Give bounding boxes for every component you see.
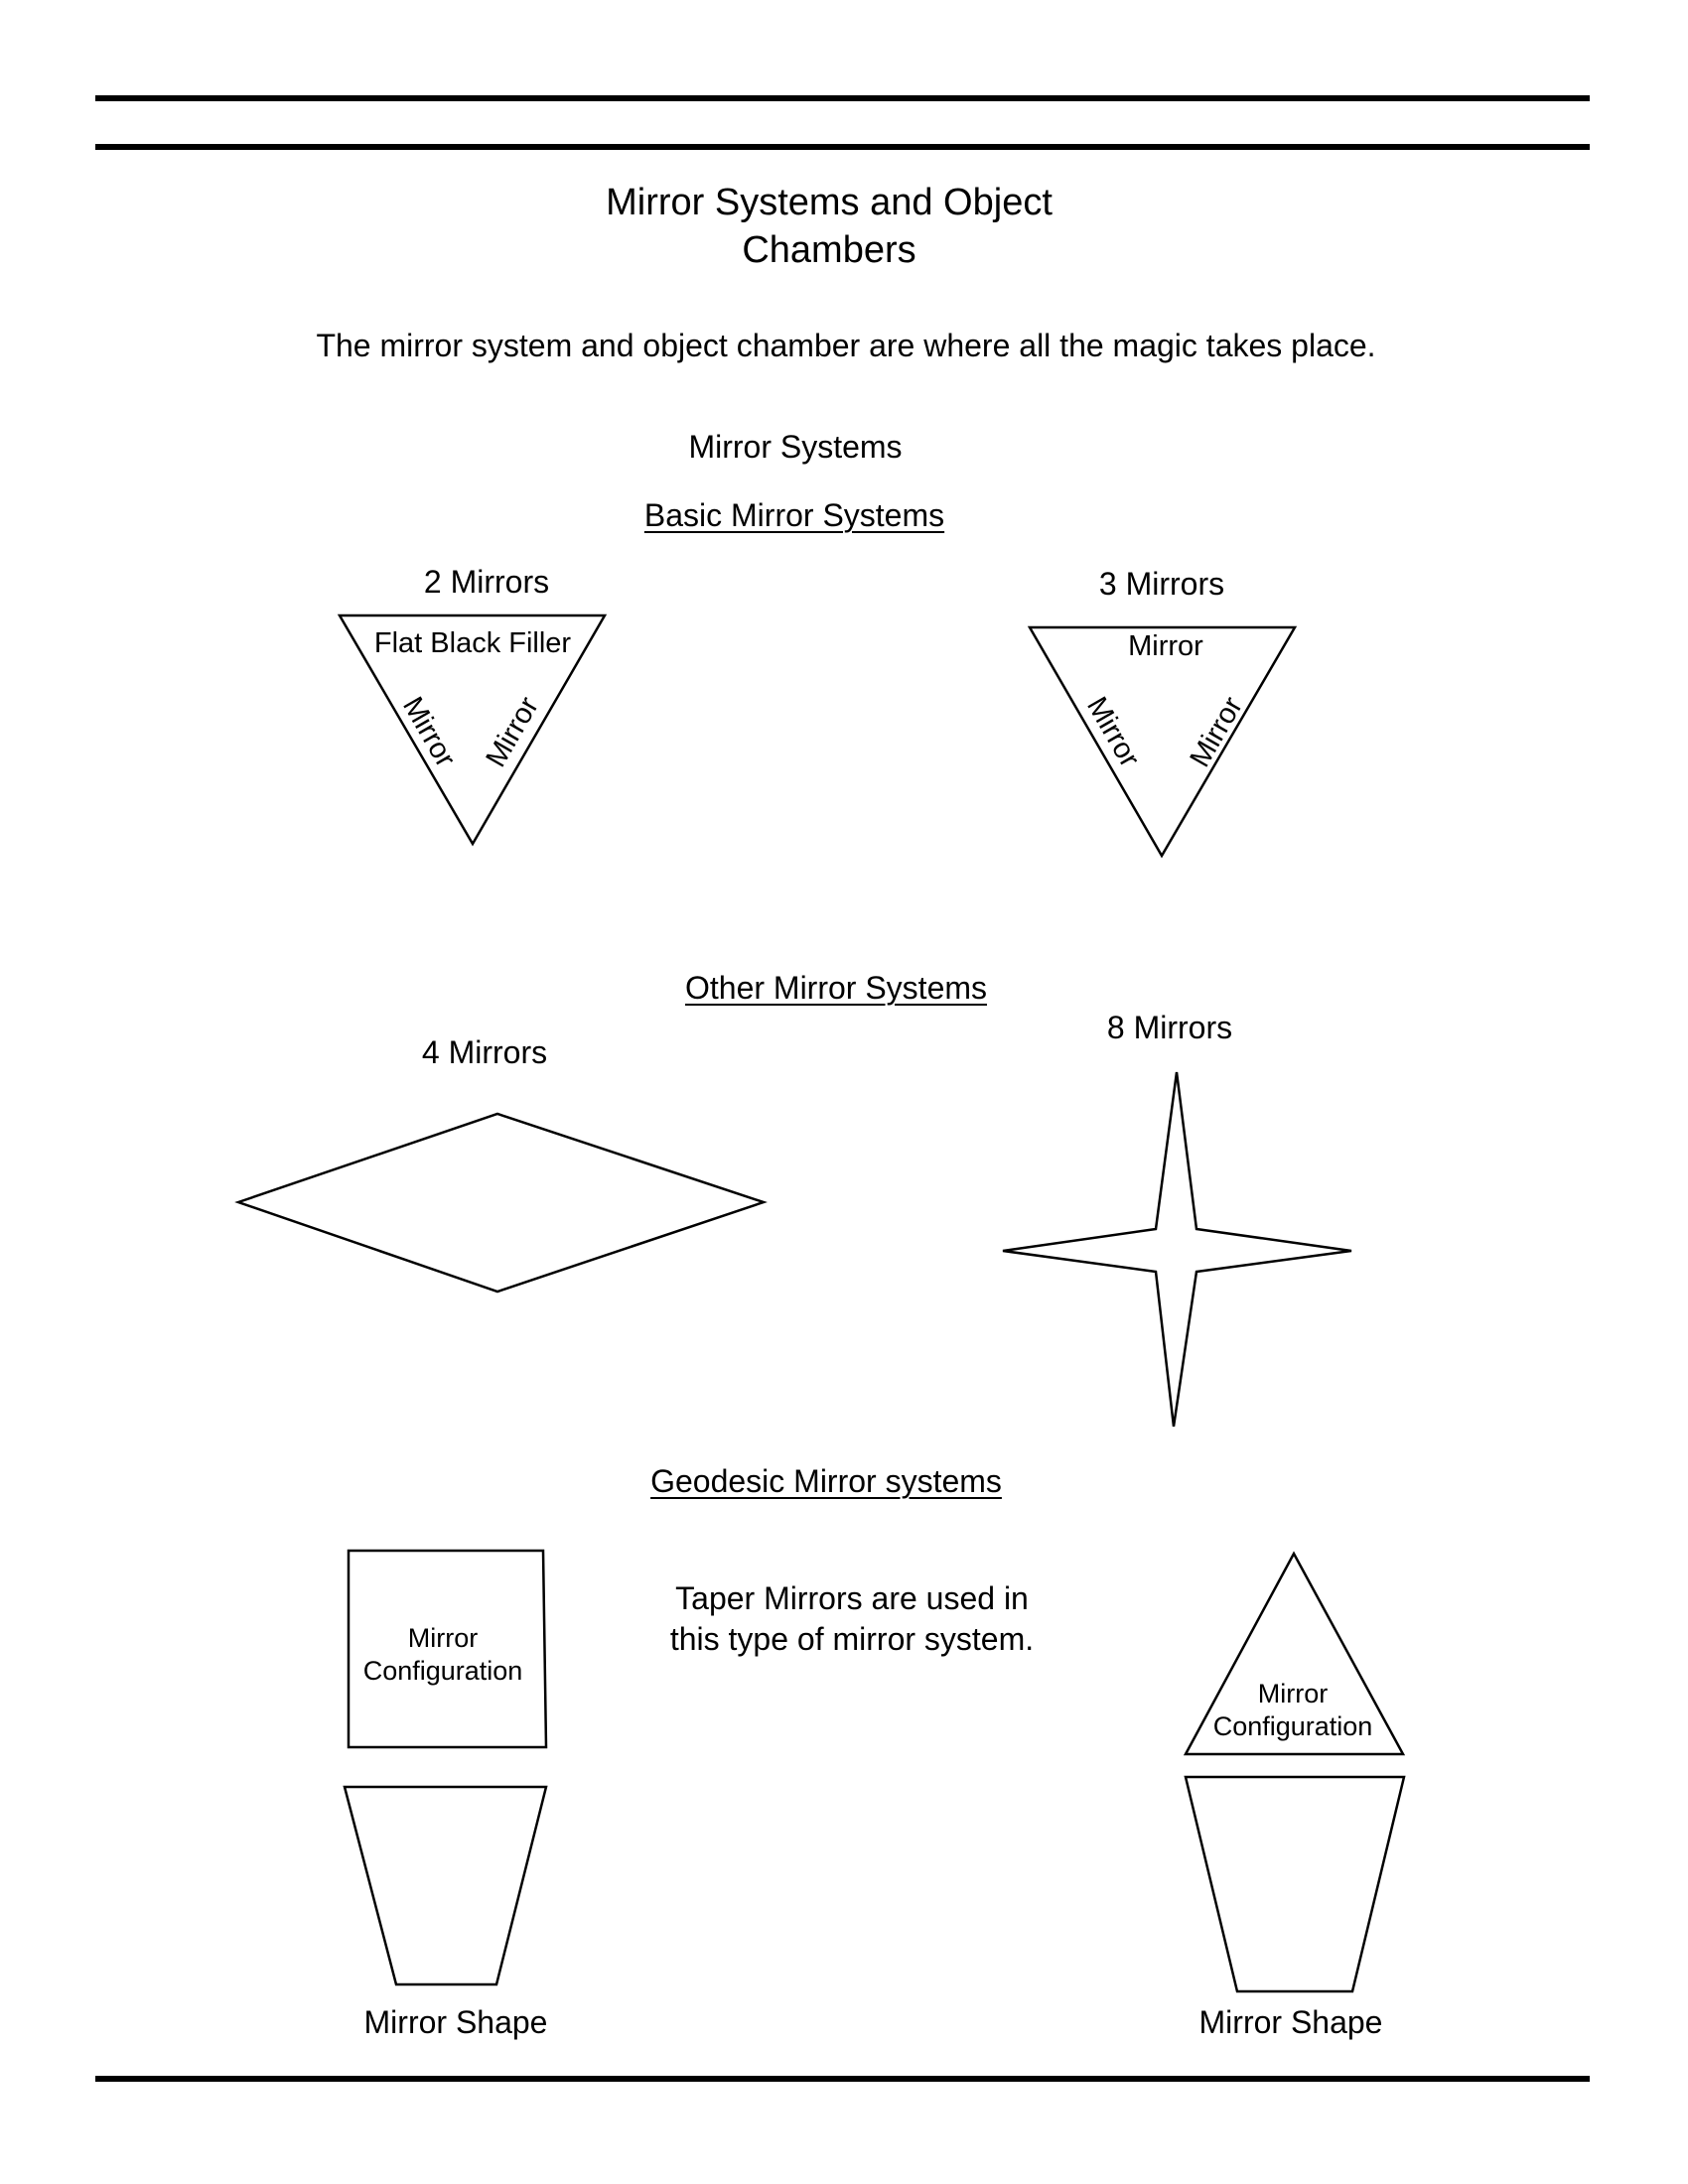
right-mirror-shape xyxy=(1186,1777,1404,1991)
basic-heading: Basic Mirror Systems xyxy=(643,497,945,533)
right-shape-label: Mirror Shape xyxy=(1198,2004,1383,2040)
eight-mirrors-label: 8 Mirrors xyxy=(1106,1010,1233,1045)
intro-text: The mirror system and object chamber are where all the magic takes place. xyxy=(316,328,1376,363)
other-heading: Other Mirror Systems xyxy=(684,970,988,1006)
page-title-line-1: Mirror Systems and Object xyxy=(606,182,1053,223)
three-mirrors-label: 3 Mirrors xyxy=(1098,566,1225,602)
left-config-line-1: Mirror xyxy=(407,1623,479,1653)
two-mirror-left-side-label: Mirror xyxy=(396,691,462,773)
left-config-square xyxy=(349,1551,546,1747)
four-mirrors-label: 4 Mirrors xyxy=(421,1034,548,1070)
geodesic-note-line-2: this type of mirror system. xyxy=(669,1621,1035,1657)
page-title-line-2: Chambers xyxy=(742,229,916,271)
geodesic-note-line-1: Taper Mirrors are used in xyxy=(675,1580,1029,1616)
section-heading: Mirror Systems xyxy=(688,429,903,465)
left-mirror-shape xyxy=(345,1787,546,1984)
two-mirror-top-side-label: Flat Black Filler xyxy=(373,627,572,659)
eight-mirror-star xyxy=(1003,1072,1351,1427)
two-mirrors-label: 2 Mirrors xyxy=(423,564,550,600)
right-config-line-2: Configuration xyxy=(1212,1711,1373,1741)
left-shape-label: Mirror Shape xyxy=(363,2004,548,2040)
right-config-line-1: Mirror xyxy=(1257,1679,1329,1708)
three-mirror-top-side-label: Mirror xyxy=(1128,630,1203,662)
geodesic-heading: Geodesic Mirror systems xyxy=(650,1463,1002,1499)
left-config-line-2: Configuration xyxy=(362,1656,523,1686)
three-mirror-left-side-label: Mirror xyxy=(1080,691,1146,773)
right-config-triangle xyxy=(1186,1554,1403,1754)
four-mirror-rhombus xyxy=(238,1114,764,1292)
two-mirror-right-side-label: Mirror xyxy=(480,691,545,773)
three-mirror-right-side-label: Mirror xyxy=(1184,691,1249,773)
